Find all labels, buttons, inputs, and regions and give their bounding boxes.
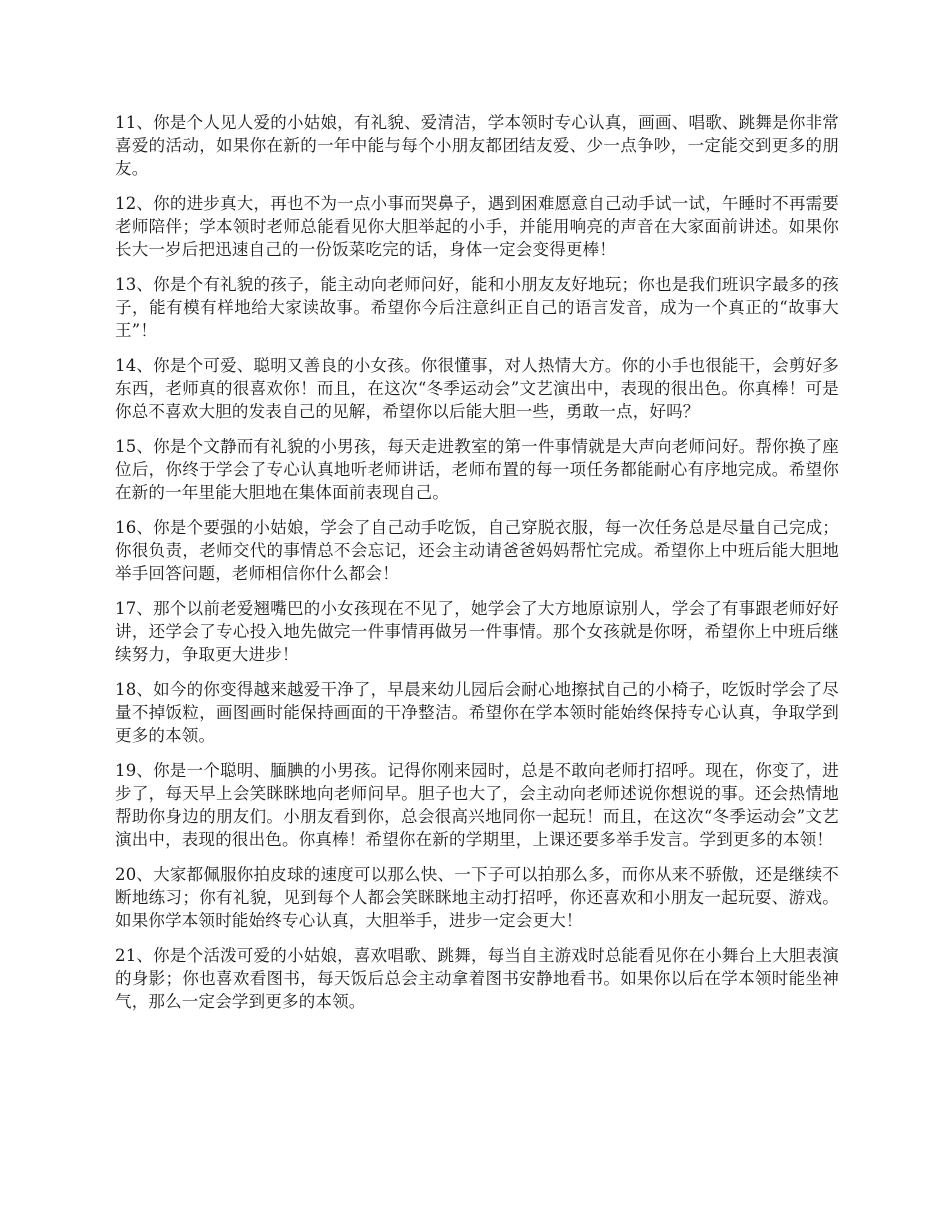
comment-paragraph-12: 12、你的进步真大，再也不为一点小事而哭鼻子，遇到困难愿意自己动手试一试，午睡时不再需要老师陪伴；学本领时老师总能看见你大胆举起的小手，并能用响亮的声音在大家面前讲述。如果你长大一岁后把迅速自己的一份饭菜吃完的话，身体一定会变得更棒！ xyxy=(115,194,839,259)
comment-paragraph-19: 19、你是一个聪明、腼腆的小男孩。记得你刚来园时，总是不敢向老师打招呼。现在，你变了，进步了，每天早上会笑眯眯地向老师问早。胆子也大了，会主动向老师述说你想说的事。还会热情地帮助你身边的朋友们。小朋友看到你，总会很高兴地同你一起玩！而且，在这次“冬季运动会”文艺演出中，表现的很出色。你真棒！希望你在新的学期里，上课还要多举手发言。学到更多的本领！ xyxy=(115,761,839,849)
comment-paragraph-13: 13、你是个有礼貌的孩子，能主动向老师问好，能和小朋友友好地玩；你也是我们班识字最多的孩子，能有模有样地给大家读故事。希望你今后注意纠正自己的语言发音，成为一个真正的“故事大王”！ xyxy=(115,275,839,340)
comment-paragraph-14: 14、你是个可爱、聪明又善良的小女孩。你很懂事，对人热情大方。你的小手也很能干，会剪好多东西，老师真的很喜欢你！而且，在这次“冬季运动会”文艺演出中，表现的很出色。你真棒！可是你总不喜欢大胆的发表自己的见解，希望你以后能大胆一些，勇敢一点，好吗？ xyxy=(115,356,839,421)
document-page xyxy=(115,111,839,1025)
comment-paragraph-16: 16、你是个要强的小姑娘，学会了自己动手吃饭，自己穿脱衣服，每一次任务总是尽量自己完成；你很负责，老师交代的事情总不会忘记，还会主动请爸爸妈妈帮忙完成。希望你上中班后能大胆地举手回答问题，老师相信你什么都会！ xyxy=(115,518,839,583)
comment-paragraph-15: 15、你是个文静而有礼貌的小男孩，每天走进教室的第一件事情就是大声向老师问好。帮你换了座位后，你终于学会了专心认真地听老师讲话，老师布置的每一项任务都能耐心有序地完成。希望你在新的一年里能大胆地在集体面前表现自己。 xyxy=(115,437,839,502)
comment-paragraph-20: 20、大家都佩服你拍皮球的速度可以那么快、一下子可以拍那么多，而你从来不骄傲，还是继续不断地练习；你有礼貌，见到每个人都会笑眯眯地主动打招呼，你还喜欢和小朋友一起玩耍、游戏。如果你学本领时能始终专心认真，大胆举手，进步一定会更大！ xyxy=(115,865,839,930)
comment-paragraph-11: 11、你是个人见人爱的小姑娘，有礼貌、爱清洁，学本领时专心认真，画画、唱歌、跳舞是你非常喜爱的活动，如果你在新的一年中能与每个小朋友都团结友爱、少一点争吵，一定能交到更多的朋友。 xyxy=(115,113,839,178)
comment-paragraph-18: 18、如今的你变得越来越爱干净了，早晨来幼儿园后会耐心地擦拭自己的小椅子，吃饭时学会了尽量不掉饭粒，画图画时能保持画面的干净整洁。希望你在学本领时能始终保持专心认真，争取学到更多的本领。 xyxy=(115,680,839,745)
comment-paragraph-17: 17、那个以前老爱翘嘴巴的小女孩现在不见了，她学会了大方地原谅别人，学会了有事跟老师好好讲，还学会了专心投入地先做完一件事情再做另一件事情。那个女孩就是你呀，希望你上中班后继续努力，争取更大进步！ xyxy=(115,599,839,664)
comment-paragraph-21: 21、你是个活泼可爱的小姑娘，喜欢唱歌、跳舞，每当自主游戏时总能看见你在小舞台上大胆表演的身影；你也喜欢看图书，每天饭后总会主动拿着图书安静地看书。如果你以后在学本领时能坐神气，那么一定会学到更多的本领。 xyxy=(115,946,839,1011)
